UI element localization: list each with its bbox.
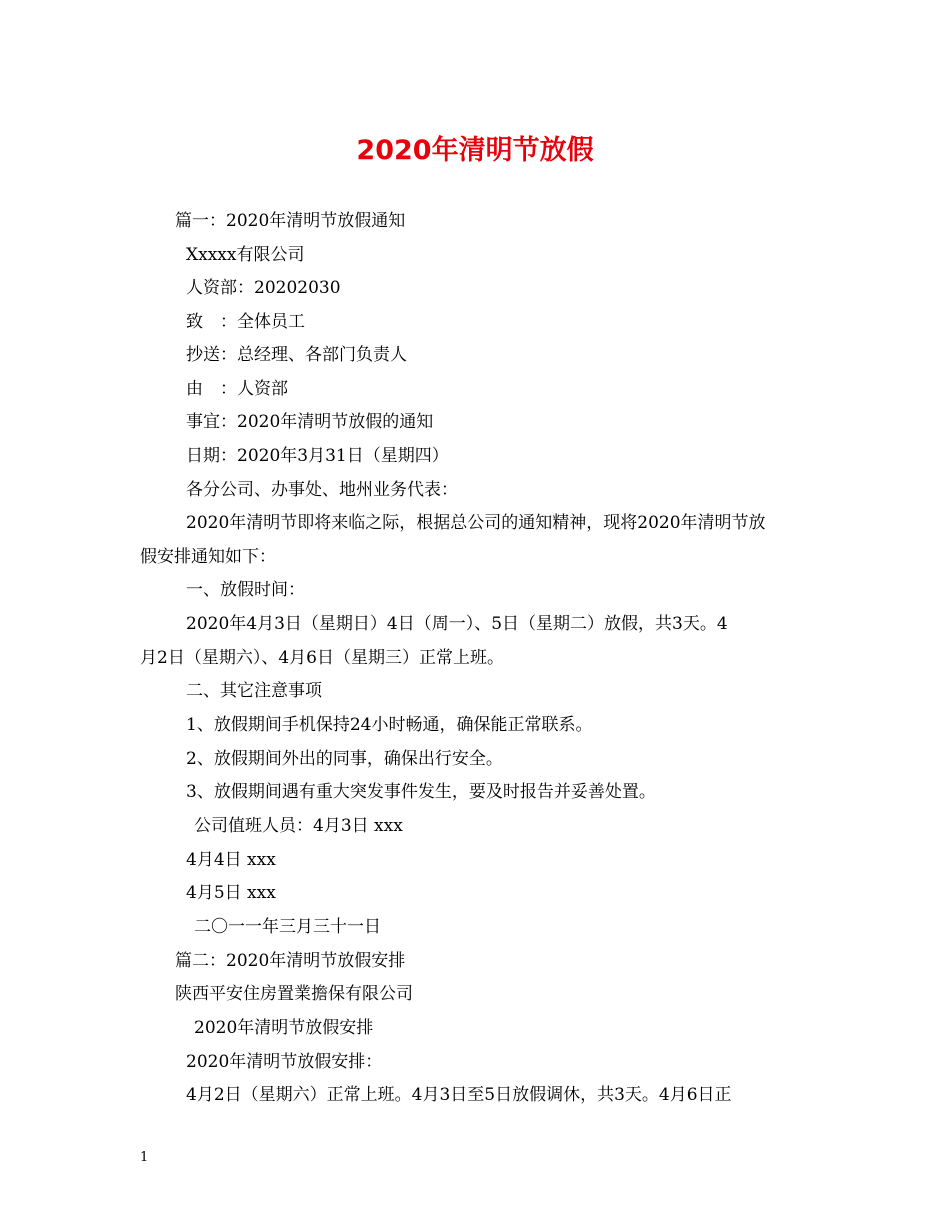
- recipient-line: 致 ：全体员工: [186, 312, 305, 332]
- section-heading-holiday-time: 一、放假时间：: [186, 580, 305, 600]
- signature-date: 二〇一一年三月三十一日: [194, 917, 381, 937]
- section-heading-notes: 二、其它注意事项: [186, 681, 322, 701]
- document-title: 2020年清明节放假: [356, 135, 594, 166]
- salutation: 各分公司、办事处、地州业务代表：: [186, 480, 458, 500]
- paragraph-line: 2020年清明节放假安排：: [186, 1052, 383, 1072]
- section-heading-2: 篇二：2020年清明节放假安排: [175, 951, 406, 971]
- department-ref: 人资部：20202030: [186, 278, 341, 298]
- section-heading-1: 篇一：2020年清明节放假通知: [175, 211, 406, 231]
- paragraph-line: 4月2日（星期六）正常上班。4月3日至5日放假调休，共3天。4月6日正: [186, 1085, 732, 1105]
- list-item: 3、放假期间遇有重大突发事件发生，要及时报告并妥善处置。: [186, 782, 656, 802]
- paragraph-line: 月2日（星期六）、4月6日（星期三）正常上班。: [140, 648, 504, 668]
- sender-line: 由 ：人资部: [186, 379, 288, 399]
- date-line: 日期：2020年3月31日（星期四）: [186, 446, 449, 466]
- duty-roster-line: 4月4日 xxx: [186, 850, 276, 870]
- subject-line: 事宜：2020年清明节放假的通知: [186, 412, 434, 432]
- list-item: 2、放假期间外出的同事，确保出行安全。: [186, 749, 503, 769]
- cc-line: 抄送：总经理、各部门负责人: [186, 345, 407, 365]
- page-number: 1: [140, 1150, 149, 1165]
- company-name-2: 陕西平安住房置業擔保有限公司: [175, 984, 413, 1004]
- list-item: 1、放假期间手机保持24小时畅通，确保能正常联系。: [186, 715, 593, 735]
- paragraph-line: 2020年4月3日（星期日）4日（周一）、5日（星期二）放假，共3天。4: [186, 614, 728, 634]
- subheading: 2020年清明节放假安排: [194, 1018, 374, 1038]
- paragraph-line: 假安排通知如下：: [140, 547, 276, 567]
- company-name: Xxxxx有限公司: [186, 245, 305, 265]
- duty-roster-line: 公司值班人员：4月3日 xxx: [194, 816, 403, 836]
- paragraph-line: 2020年清明节即将来临之际，根据总公司的通知精神，现将2020年清明节放: [186, 513, 766, 533]
- duty-roster-line: 4月5日 xxx: [186, 883, 276, 903]
